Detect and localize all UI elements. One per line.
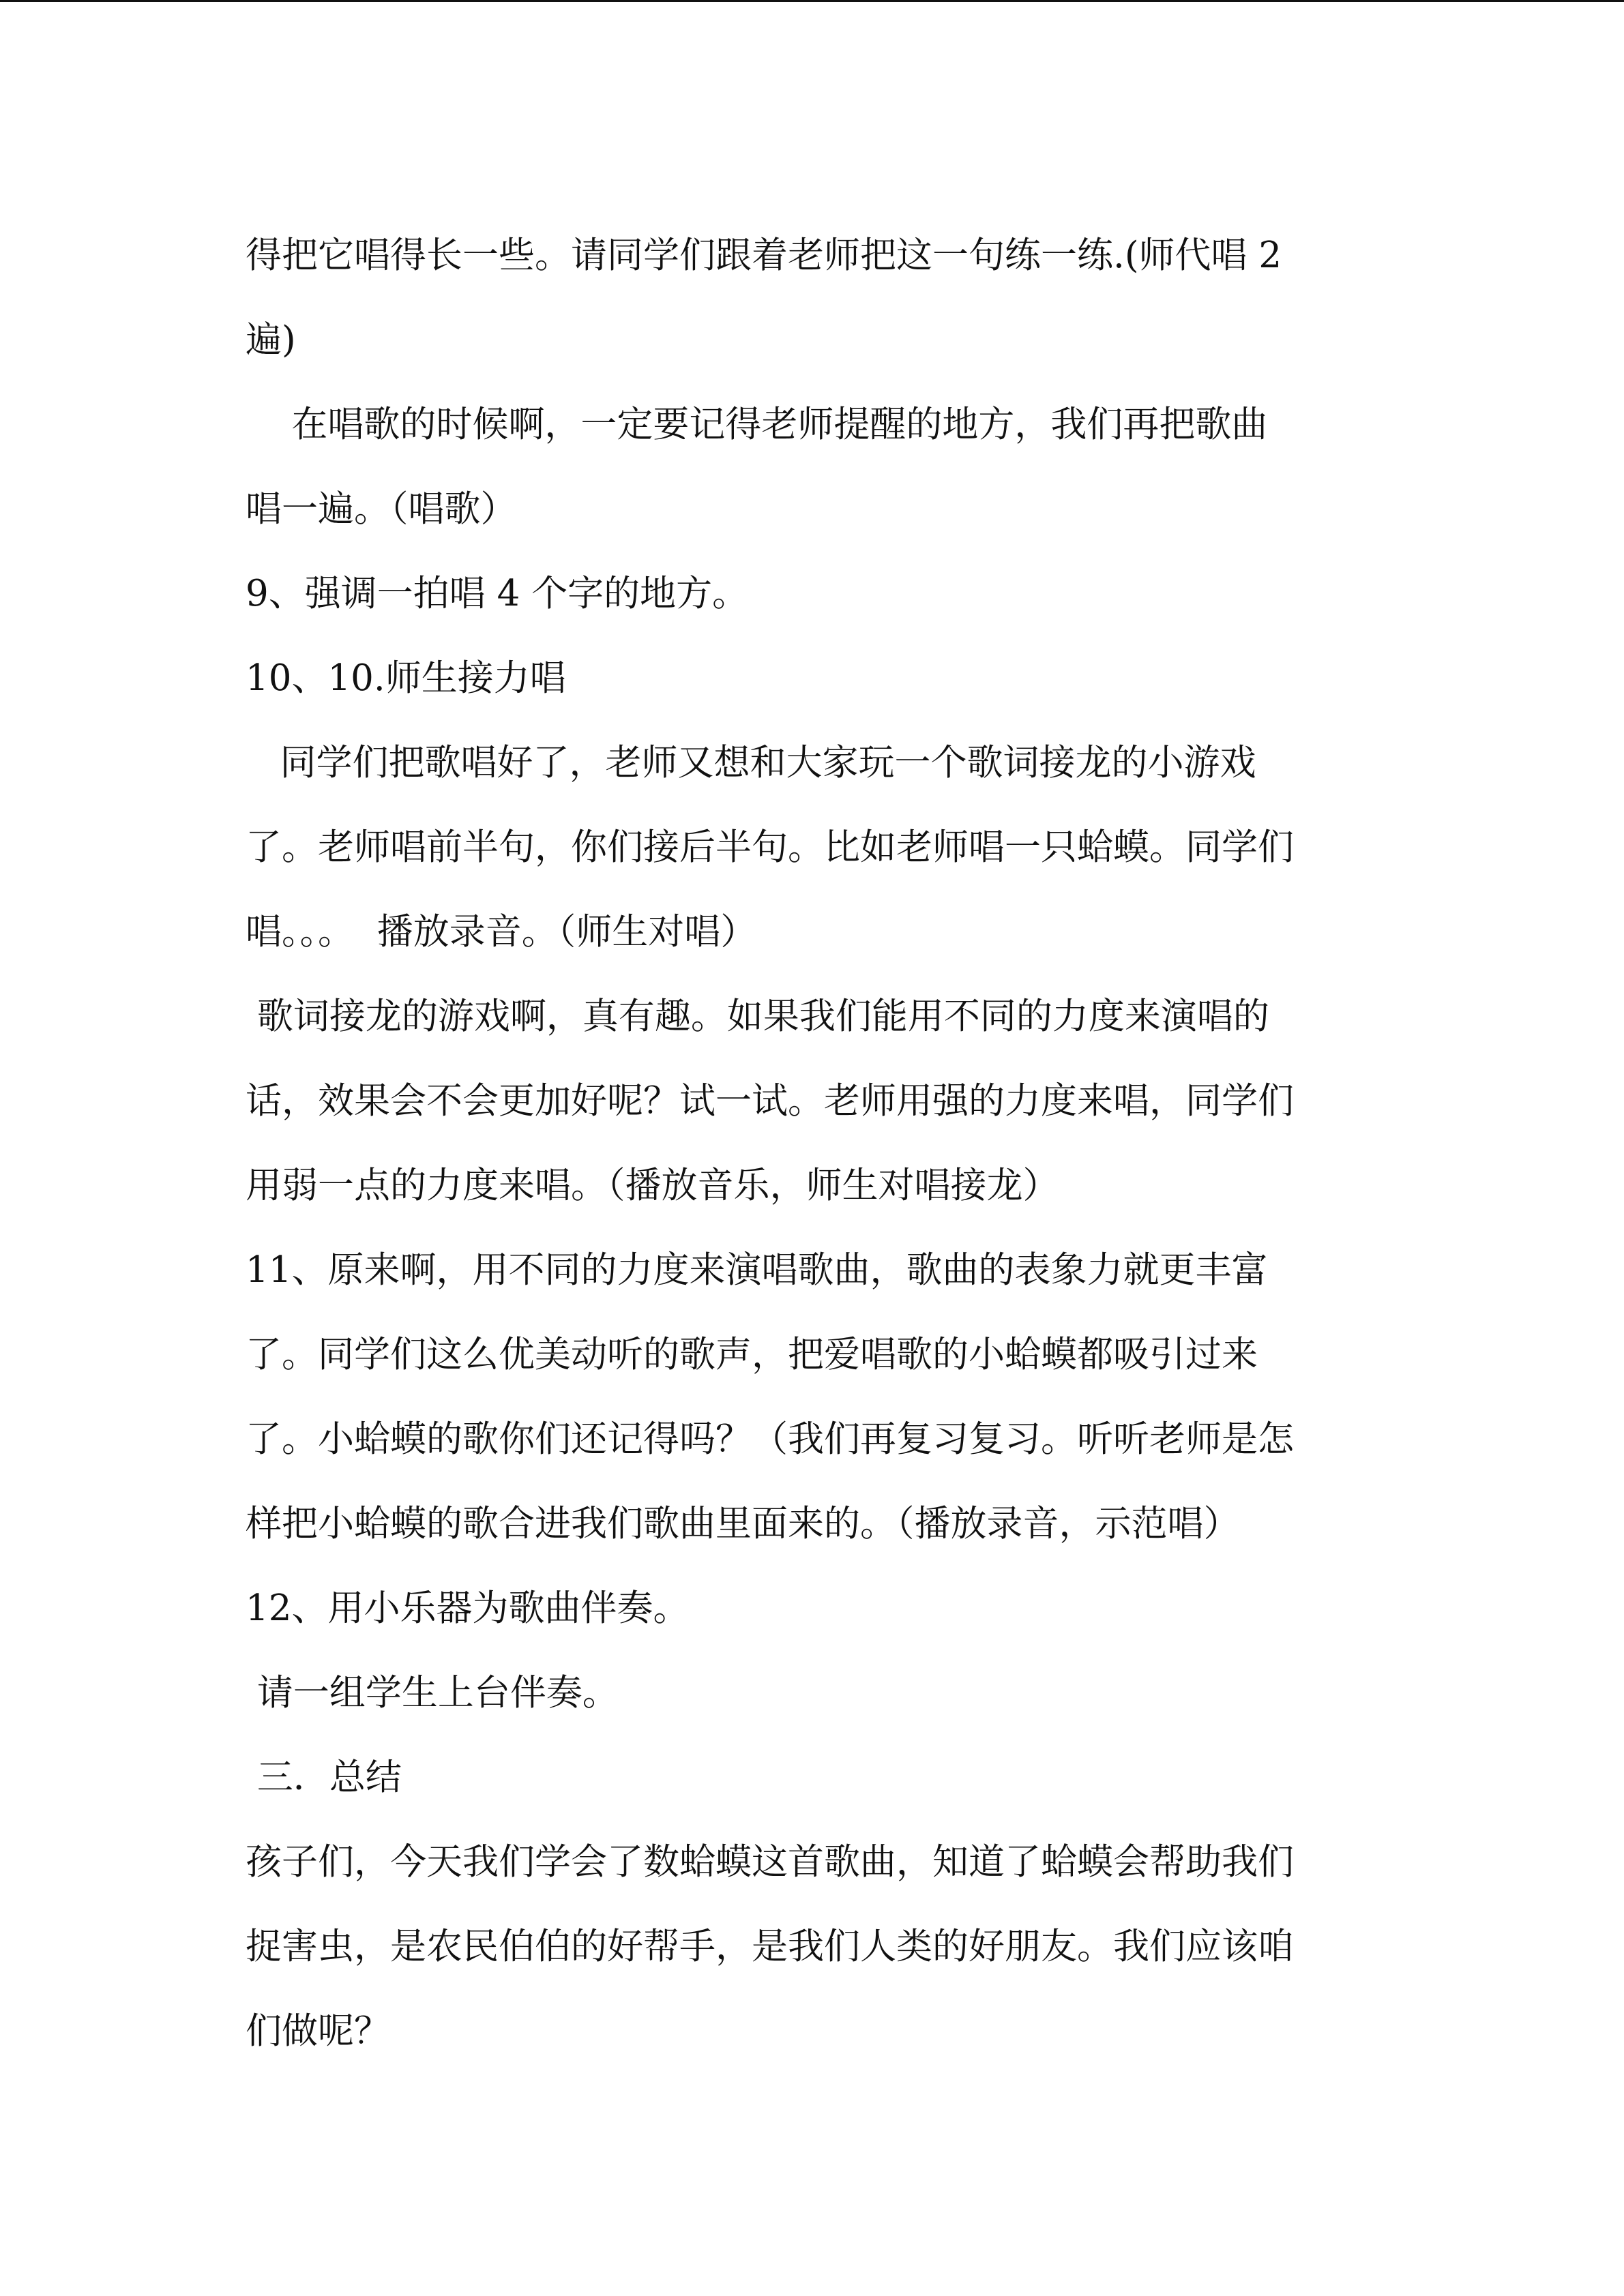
- text-line: 话，效果会不会更加好呢？试一试。老师用强的力度来唱，同学们: [246, 1080, 1294, 1122]
- text-line: 们做呢？: [246, 2010, 390, 2052]
- text-line: 用弱一点的力度来唱。（播放音乐，师生对唱接龙）: [246, 1165, 1059, 1206]
- text-line: 了。小蛤蟆的歌你们还记得吗？（我们再复习复习。听听老师是怎: [246, 1418, 1294, 1460]
- text-line: 得把它唱得长一些。请同学们跟着老师把这一句练一练.(师代唱 2: [246, 235, 1282, 276]
- text-line: 唱一遍。（唱歌）: [246, 488, 517, 530]
- text-line: 了。老师唱前半句，你们接后半句。比如老师唱一只蛤蟆。同学们: [246, 826, 1294, 868]
- text-line: 在唱歌的时候啊，一定要记得老师提醒的地方，我们再把歌曲: [246, 404, 1268, 445]
- document-body: [246, 213, 1364, 2074]
- text-line: 捉害虫，是农民伯伯的好帮手，是我们人类的好朋友。我们应该咱: [246, 1926, 1294, 1967]
- text-line: 12、用小乐器为歌曲伴奏。: [246, 1587, 690, 1629]
- text-line: 同学们把歌唱好了，老师又想和大家玩一个歌词接龙的小游戏: [246, 742, 1256, 784]
- text-line: 11、原来啊，用不同的力度来演唱歌曲，歌曲的表象力就更丰富: [246, 1249, 1268, 1291]
- text-line: 孩子们，今天我们学会了数蛤蟆这首歌曲，知道了蛤蟆会帮助我们: [246, 1841, 1294, 1883]
- text-line: 三．总结: [246, 1757, 402, 1798]
- text-line: 样把小蛤蟆的歌合进我们歌曲里面来的。（播放录音，示范唱）: [246, 1503, 1240, 1545]
- text-line: 了。同学们这么优美动听的歌声，把爱唱歌的小蛤蟆都吸引过来: [246, 1334, 1258, 1375]
- text-line: 歌词接龙的游戏啊，真有趣。如果我们能用不同的力度来演唱的: [246, 996, 1269, 1037]
- text-line: 唱。。。 播放录音。（师生对唱）: [246, 911, 757, 953]
- text-line: 请一组学生上台伴奏。: [246, 1672, 619, 1714]
- text-line: 9、强调一拍唱 4 个字的地方。: [246, 573, 749, 614]
- text-line: 遍): [246, 319, 296, 361]
- text-line: 10、10.师生接力唱: [246, 657, 566, 699]
